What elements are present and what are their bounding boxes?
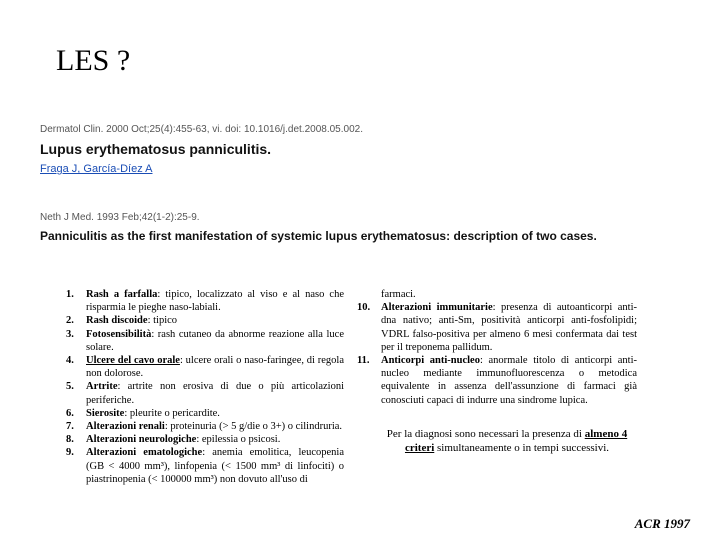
slide-title: LES ? bbox=[56, 44, 131, 77]
reference-2 bbox=[40, 212, 597, 243]
criteria-column-right bbox=[357, 288, 637, 455]
criterion-item bbox=[357, 354, 637, 407]
criterion-number: 7. bbox=[66, 421, 74, 433]
criterion-number: 4. bbox=[66, 355, 74, 367]
criterion-number: 9. bbox=[66, 447, 74, 459]
criterion-item bbox=[62, 407, 344, 420]
criterion-item bbox=[62, 288, 344, 314]
criterion-term: Artrite bbox=[86, 381, 118, 393]
criterion-description: : rash cutaneo da abnorme reazione alla luce solare. bbox=[86, 328, 344, 353]
criterion-number: 6. bbox=[66, 407, 74, 419]
criterion-number: 8. bbox=[66, 434, 74, 446]
criterion-number: 3. bbox=[66, 328, 74, 340]
note-text: simultaneamente o in tempi successivi. bbox=[434, 441, 610, 454]
criterion-number: 11. bbox=[357, 355, 370, 367]
source-label: ACR 1997 bbox=[634, 516, 690, 531]
acr-criteria-box bbox=[62, 288, 642, 503]
criterion-term: Alterazioni neurologiche bbox=[86, 434, 197, 446]
criterion-number: 2. bbox=[66, 315, 74, 327]
criterion-item bbox=[62, 314, 344, 327]
criterion-item bbox=[62, 433, 344, 446]
criterion-description: : ulcere orali o naso-faringee, di regola non dolorose. bbox=[86, 355, 344, 380]
criterion-item bbox=[62, 420, 344, 433]
criterion-number: 5. bbox=[66, 381, 74, 393]
criterion-number: 10. bbox=[357, 302, 371, 314]
criterion-term: Anticorpi anti-nucleo bbox=[381, 355, 480, 367]
criterion-continuation: farmaci. bbox=[381, 289, 416, 300]
criterion-item bbox=[62, 446, 344, 486]
reference-title[interactable]: Lupus erythematosus panniculitis. bbox=[40, 141, 272, 157]
reference-authors-link[interactable]: Fraga J, García-Díez A bbox=[40, 163, 153, 175]
criterion-term: Alterazioni ematologiche bbox=[86, 447, 203, 459]
note-emphasis: almeno 4 criteri bbox=[404, 427, 628, 454]
criterion-description: : anemia emolitica, leucopenia (GB < 4000 mm³), linfopenia (< 1500 mm³ di linfociti) o piastrinopenia (< 100000 mm³) non dovuto all'uso di bbox=[86, 447, 344, 485]
reference-citation[interactable]: Dermatol Clin. 2000 Oct;25(4):455-63, vi. doi: 10.1016/j.det.2008.05.002. bbox=[40, 124, 363, 135]
criterion-description: : presenza di autoanticorpi anti-dna nativo; anti-Sm, positività anticorpi anti-fosfolipidi; VDRL falso-positiva per almeno 6 mesi confermata dai test per il treponema pallidum. bbox=[381, 302, 637, 353]
criterion-item bbox=[62, 328, 344, 354]
criterion-item bbox=[357, 301, 637, 354]
diagnosis-note bbox=[357, 427, 637, 455]
note-text: Per la diagnosi sono necessari la presenza di bbox=[386, 427, 585, 440]
criterion-description: : tipico, localizzato al viso e al naso che risparmia le pieghe naso-labiali. bbox=[86, 289, 345, 314]
criterion-description: : tipico bbox=[147, 315, 178, 327]
criterion-description: : proteinuria (> 5 g/die o 3+) o cilindruria. bbox=[164, 421, 343, 433]
reference-citation[interactable]: Neth J Med. 1993 Feb;42(1-2):25-9. bbox=[40, 212, 200, 223]
criterion-item bbox=[62, 380, 344, 406]
criterion-item bbox=[62, 354, 344, 380]
criterion-term: Alterazioni renali bbox=[86, 421, 165, 433]
criterion-term: Alterazioni immunitarie bbox=[381, 302, 493, 314]
criterion-term: Fotosensibilità bbox=[86, 328, 152, 340]
criterion-term: Rash a farfalla bbox=[86, 289, 158, 300]
criterion-term: Ulcere del cavo orale bbox=[86, 355, 180, 367]
criteria-column-left bbox=[62, 288, 344, 486]
criterion-term: Rash discoide bbox=[86, 315, 148, 327]
criterion-number: 1. bbox=[66, 289, 74, 300]
criterion-description: : anormale titolo di anticorpi anti-nucleo mediante immunofluorescenza o metodica equivalente in assenza dell'assunzione di farmaci già conosciuti capaci di indurre una sindrome lupica. bbox=[381, 355, 637, 406]
reference-title[interactable]: Panniculitis as the first manifestation of systemic lupus erythematosus: description of two cases. bbox=[40, 229, 597, 243]
criterion-description: : pleurite o pericardite. bbox=[124, 407, 220, 419]
criterion-description: : epilessia o psicosi. bbox=[196, 434, 281, 446]
criterion-term: Sierosite bbox=[86, 407, 125, 419]
reference-1 bbox=[40, 124, 363, 175]
criterion-description: : artrite non erosiva di due o più articolazioni periferiche. bbox=[86, 381, 344, 406]
